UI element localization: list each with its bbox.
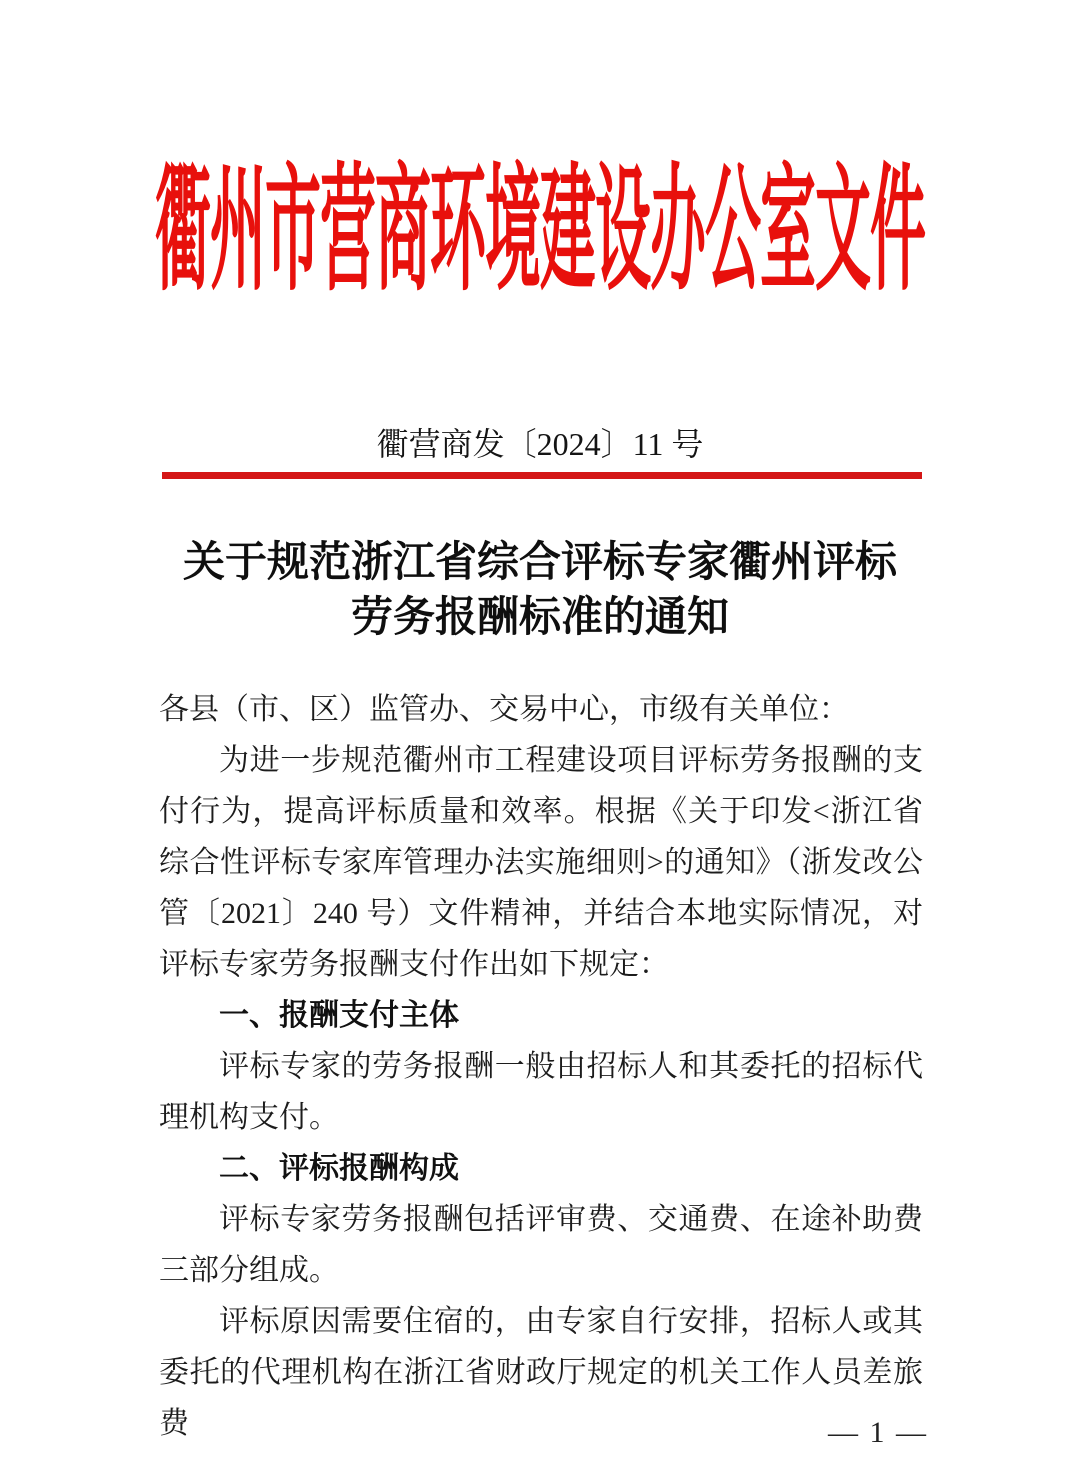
document-title-line1: 关于规范浙江省综合评标专家衢州评标 — [182, 540, 897, 586]
page-number: — 1 — — [828, 1416, 928, 1449]
salutation-line: 各县（市、区）监管办、交易中心，市级有关单位： — [159, 693, 849, 726]
intro-paragraph: 为进一步规范衢州市工程建设项目评标劳务报酬的支付行为，提高评标质量和效率。根据《关于印发<浙江省综合性评标专家库管理办法实施细则>的通知》（浙发改公管〔2021〕240 号）文件精神，并结合本地实际情况，对评标专家劳务报酬支付作出如下规定： — [159, 744, 923, 981]
section-2-paragraph-2: 评标原因需要住宿的，由专家自行安排，招标人或其委托的代理机构在浙江省财政厅规定的机关工作人员差旅费 — [159, 1305, 923, 1440]
document-number: 衢营商发〔2024〕11 号 — [376, 426, 704, 462]
letterhead-banner — [0, 158, 1080, 308]
document-body — [159, 684, 923, 1449]
section-2-heading: 二、评标报酬构成 — [219, 1152, 459, 1185]
section-2-paragraph-1: 评标专家劳务报酬包括评审费、交通费、在途补助费三部分组成。 — [159, 1203, 923, 1287]
document-title-line2: 劳务报酬标准的通知 — [350, 595, 729, 641]
section-1-paragraph: 评标专家的劳务报酬一般由招标人和其委托的招标代理机构支付。 — [159, 1050, 923, 1134]
red-divider-line — [162, 472, 922, 479]
section-1-heading: 一、报酬支付主体 — [219, 999, 459, 1032]
letterhead-title: 衢州市营商环境建设办公室文件 — [155, 157, 925, 309]
document-title — [0, 536, 1080, 646]
